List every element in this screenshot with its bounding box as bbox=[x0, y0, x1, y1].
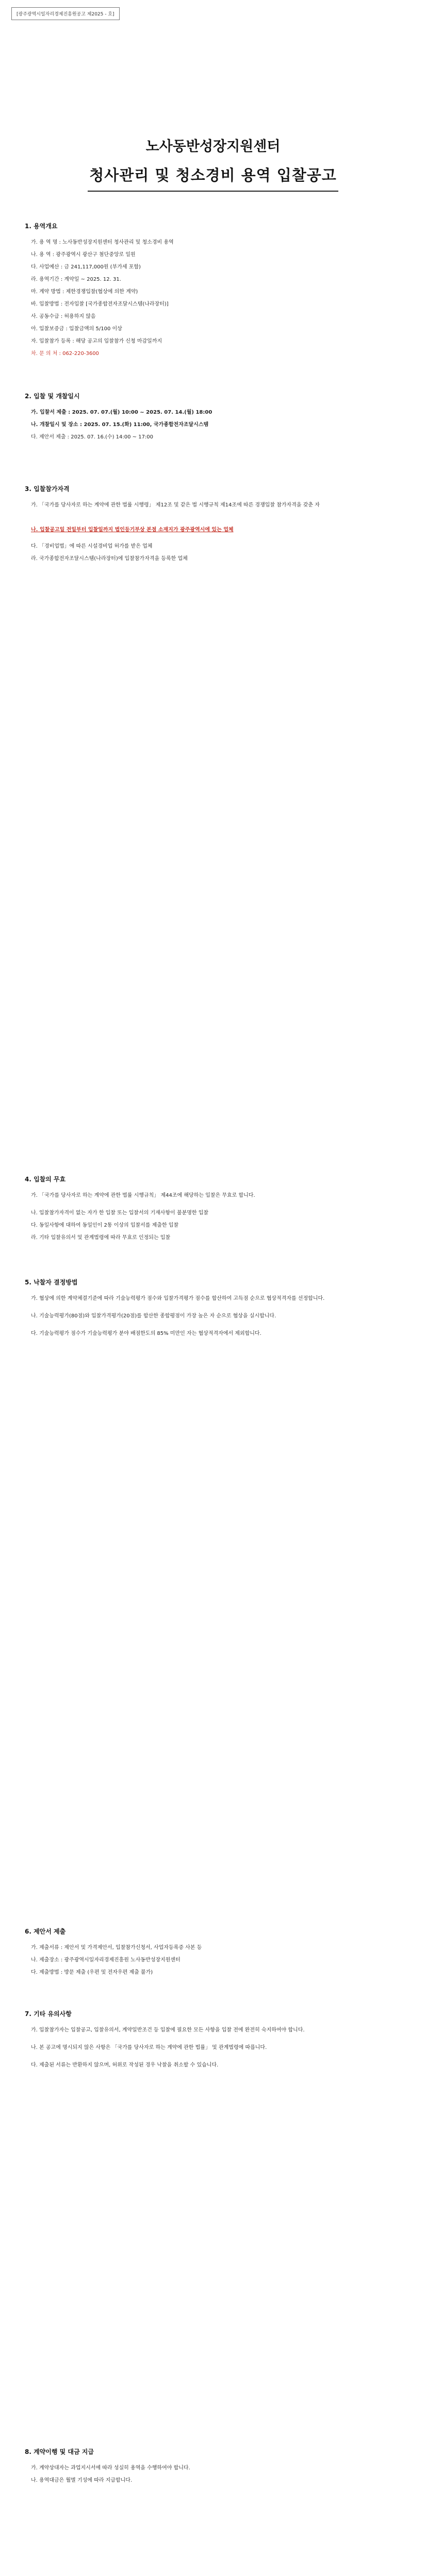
s1-line-3: 다. 사업예산 : 금 241,117,000원 (부가세 포함) bbox=[31, 264, 141, 270]
s6-line-1: 가. 제출서류 : 제안서 및 가격제안서, 입찰참가신청서, 사업자등록증 사본 등 bbox=[31, 1945, 202, 1951]
page-title: 청사관리 및 청소경비 용역 입찰공고 bbox=[89, 166, 337, 184]
title-organization: 노사동반성장지원센터 bbox=[145, 139, 281, 155]
document-number-label: [광주광역시일자리경제진흥원공고 제2025 - 호] bbox=[11, 7, 120, 20]
s4-line-3: 다. 동일사항에 대하여 동일인이 2통 이상의 입찰서를 제출한 입찰 bbox=[31, 1223, 179, 1228]
section-3-heading: 3. 입찰참가자격 bbox=[25, 485, 70, 493]
s3-line-3: 다. 「경비업법」에 따른 시설경비업 허가를 받은 업체 bbox=[31, 544, 153, 549]
section-5-heading: 5. 낙찰자 결정방법 bbox=[25, 1279, 78, 1286]
s4-line-2: 나. 입찰참가자격이 없는 자가 한 입찰 또는 입찰서의 기재사항이 불분명한 입찰 bbox=[31, 1210, 209, 1216]
s1-line-8: 아. 입찰보증금 : 입찰금액의 5/100 이상 bbox=[31, 326, 122, 332]
title-divider bbox=[88, 191, 338, 192]
s5-line-2: 나. 기술능력평가(80점)와 입찰가격평가(20점)를 합산한 종합평점이 가장 높은 자 순으로 협상을 실시합니다. bbox=[31, 1313, 276, 1319]
s1-line-9: 자. 입찰참가 등록 : 해당 공고의 입찰참가 신청 마감일까지 bbox=[31, 338, 162, 344]
section-1-heading: 1. 용역개요 bbox=[25, 223, 58, 230]
s2-line-2: 나. 개찰일시 및 장소 : 2025. 07. 15.(화) 11:00, 국가종합전자조달시스템 bbox=[31, 422, 209, 428]
section-2-heading: 2. 입찰 및 개찰일시 bbox=[25, 393, 80, 400]
section-4-heading: 4. 입찰의 무효 bbox=[25, 1176, 66, 1183]
s4-line-4: 라. 기타 입찰유의서 및 관계법령에 따라 무효로 인정되는 입찰 bbox=[31, 1235, 171, 1241]
s1-line-2: 나. 용 역 : 광주광역시 광산구 첨단중앙로 일원 bbox=[31, 252, 136, 258]
s5-line-3: 다. 기술능력평가 점수가 기술능력평가 분야 배점한도의 85% 미만인 자는 협상적격자에서 제외합니다. bbox=[31, 1331, 261, 1336]
s1-line-7: 사. 공동수급 : 허용하지 않음 bbox=[31, 314, 96, 319]
s3-line-2: 나. 입찰공고일 전일부터 입찰일까지 법인등기부상 본점 소재지가 광주광역시에 있는 업체 bbox=[31, 527, 234, 533]
s3-line-1: 가. 「국가를 당사자로 하는 계약에 관한 법률 시행령」 제12조 및 같은 법 시행규칙 제14조에 따른 경쟁입찰 참가자격을 갖춘 자 bbox=[31, 502, 320, 508]
s5-line-1: 가. 협상에 의한 계약체결기준에 따라 기술능력평가 점수와 입찰가격평가 점수를 합산하여 고득점 순으로 협상적격자를 선정합니다. bbox=[31, 1296, 325, 1301]
s7-line-2: 나. 본 공고에 명시되지 않은 사항은 「국가를 당사자로 하는 계약에 관한 법률」 및 관계법령에 따릅니다. bbox=[31, 2045, 267, 2050]
s6-line-2: 나. 제출장소 : 광주광역시일자리경제진흥원 노사동반성장지원센터 bbox=[31, 1957, 181, 1963]
s2-line-3: 다. 제안서 제출 : 2025. 07. 16.(수) 14:00 ~ 17:00 bbox=[31, 434, 154, 440]
s4-line-1: 가. 「국가를 당사자로 하는 계약에 관한 법률 시행규칙」 제44조에 해당하는 입찰은 무효로 합니다. bbox=[31, 1193, 255, 1198]
s1-line-6: 바. 입찰방법 : 전자입찰 [국가종합전자조달시스템(나라장터)] bbox=[31, 301, 169, 307]
s1-line-1: 가. 용 역 명 : 노사동반성장지원센터 청사관리 및 청소경비 용역 bbox=[31, 240, 174, 245]
s7-line-3: 다. 제출된 서류는 반환하지 않으며, 허위로 작성된 경우 낙찰을 취소할 수 있습니다. bbox=[31, 2062, 219, 2068]
s1-line-4: 라. 용역기간 : 계약일 ~ 2025. 12. 31. bbox=[31, 277, 121, 282]
s8-line-1: 가. 계약상대자는 과업지시서에 따라 성실히 용역을 수행하여야 합니다. bbox=[31, 2465, 190, 2471]
s8-line-2: 나. 용역대금은 월별 기성에 따라 지급합니다. bbox=[31, 2478, 133, 2483]
s3-line-4: 라. 국가종합전자조달시스템(나라장터)에 입찰참가자격을 등록한 업체 bbox=[31, 556, 188, 562]
s6-line-3: 다. 제출방법 : 방문 제출 (우편 및 전자우편 제출 불가) bbox=[31, 1970, 153, 1975]
s7-line-1: 가. 입찰참가자는 입찰공고, 입찰유의서, 계약일반조건 등 입찰에 필요한 모든 사항을 입찰 전에 완전히 숙지하여야 합니다. bbox=[31, 2027, 305, 2033]
s1-line-5: 마. 계약 방법 : 제한경쟁입찰(협상에 의한 계약) bbox=[31, 289, 138, 295]
section-7-heading: 7. 기타 유의사항 bbox=[25, 2010, 72, 2018]
section-6-heading: 6. 제안서 제출 bbox=[25, 1928, 66, 1935]
s1-line-10: 차. 문 의 처 : 062-220-3600 bbox=[31, 351, 99, 357]
s2-line-1: 가. 입찰서 제출 : 2025. 07. 07.(월) 10:00 ~ 2025. 07. 14.(월) 18:00 bbox=[31, 410, 212, 415]
section-8-heading: 8. 계약이행 및 대금 지급 bbox=[25, 2448, 94, 2455]
